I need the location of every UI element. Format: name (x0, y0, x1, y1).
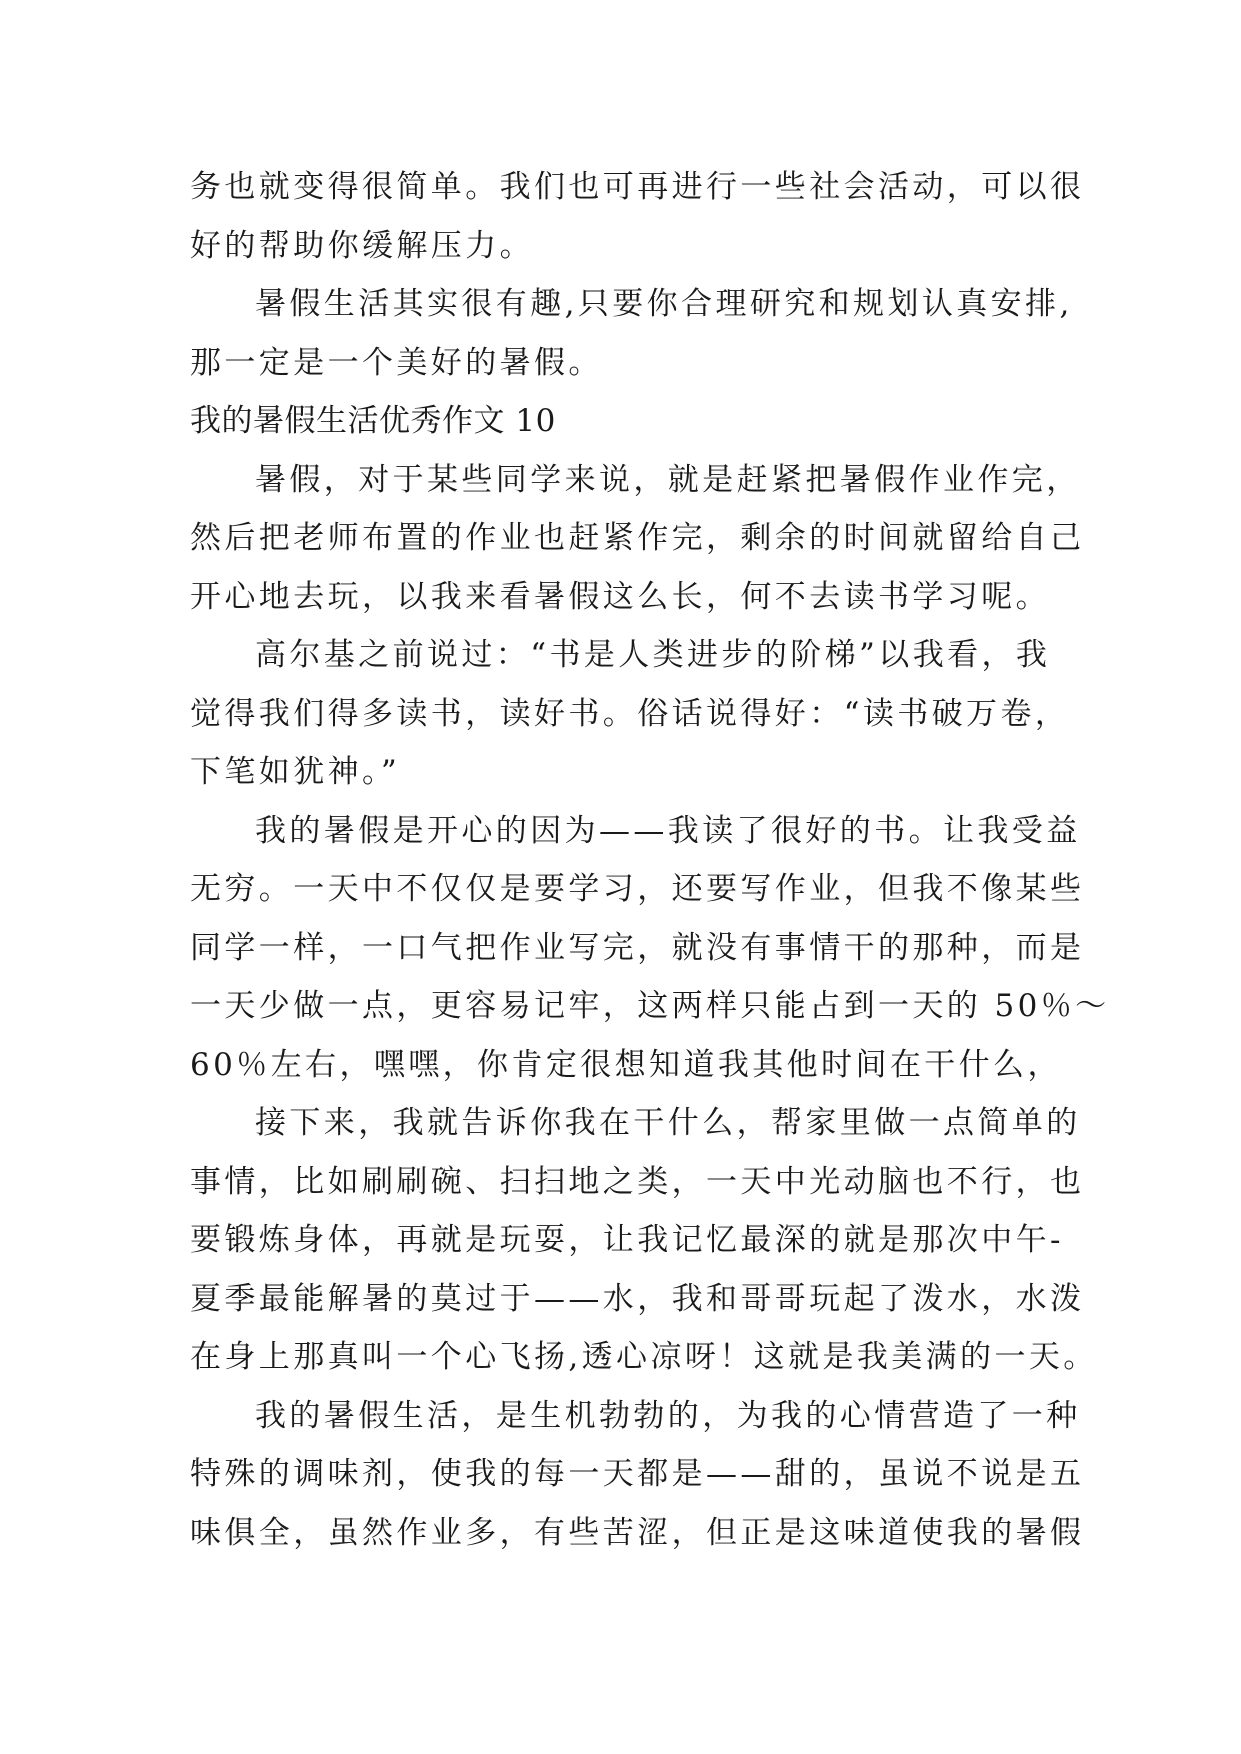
paragraph-line: 觉得我们得多读书，读好书。俗话说得好：“读书破万卷， (190, 695, 1070, 732)
paragraph-line: 60％左右，嘿嘿，你肯定很想知道我其他时间在干什么， (190, 1046, 1062, 1083)
paragraph-line: 一天少做一点，更容易记牢，这两样只能占到一天的 50％～ (190, 988, 1110, 1024)
paragraph-line: 同学一样，一口气把作业写完，就没有事情干的那种，而是 (190, 929, 1085, 966)
paragraph-line: 然后把老师布置的作业也赶紧作完，剩余的时间就留给自己 (190, 520, 1085, 556)
paragraph-line: 无穷。一天中不仅仅是要学习，还要写作业，但我不像某些 (190, 871, 1085, 907)
paragraph-line: 暑假生活其实很有趣,只要你合理研究和规划认真安排, (255, 286, 1073, 322)
paragraph-line: 夏季最能解暑的莫过于——水，我和哥哥玩起了泼水，水泼 (190, 1280, 1085, 1317)
essay-body (190, 158, 1110, 1562)
paragraph-line: 下笔如犹神。” (190, 754, 401, 790)
paragraph-line: 务也就变得很简单。我们也可再进行一些社会活动，可以很 (190, 169, 1085, 205)
paragraph-line: 接下来，我就告诉你我在干什么，帮家里做一点简单的 (255, 1105, 1081, 1141)
paragraph-line: 我的暑假是开心的因为——我读了很好的书。让我受益 (255, 812, 1081, 849)
paragraph-line: 特殊的调味剂，使我的每一天都是——甜的，虽说不说是五 (190, 1456, 1085, 1492)
paragraph-line: 在身上那真叫一个心飞扬,透心凉呀！这就是我美满的一天。 (190, 1339, 1098, 1375)
paragraph-line: 味俱全，虽然作业多，有些苦涩，但正是这味道使我的暑假 (190, 1514, 1085, 1551)
paragraph-line: 我的暑假生活，是生机勃勃的，为我的心情营造了一种 (255, 1397, 1081, 1434)
paragraph-line: 事情，比如刷刷碗、扫扫地之类，一天中光动脑也不行，也 (190, 1163, 1085, 1200)
essay-title: 我的暑假生活优秀作文 10 (190, 403, 556, 439)
paragraph-line: 要锻炼身体，再就是玩耍，让我记忆最深的就是那次中午- (190, 1222, 1064, 1258)
paragraph-line: 高尔基之前说过：“书是人类进步的阶梯”以我看，我 (255, 637, 1051, 673)
paragraph-line: 好的帮助你缓解压力。 (190, 227, 534, 264)
paragraph-line: 暑假，对于某些同学来说，就是赶紧把暑假作业作完， (255, 461, 1081, 498)
paragraph-line: 那一定是一个美好的暑假。 (190, 344, 603, 381)
paragraph-line: 开心地去玩，以我来看暑假这么长，何不去读书学习呢。 (190, 578, 1050, 615)
